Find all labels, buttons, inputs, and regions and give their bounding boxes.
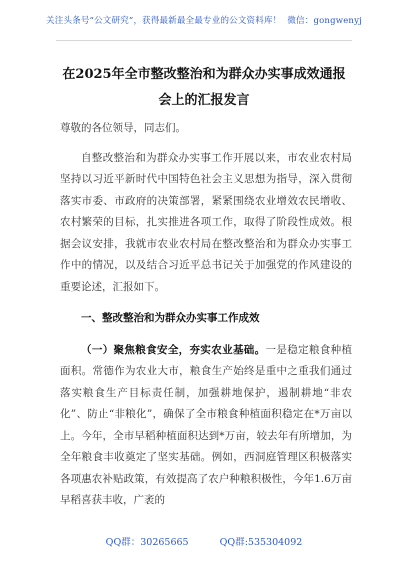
- banner-text: 关注头条号“公文研究”，获得最新最全最专业的公文资料库！: [46, 16, 282, 26]
- footer: [0, 534, 408, 548]
- intro-paragraph: 自整改整治和为群众办实事工作开展以来，市农业农村局坚持以习近平新时代中国特色社会主义思想为指导，深入贯彻落实市委、市政府的决策部署，紧紧围绕农业增效农民增收、农村繁荣的目标，扎实推进各项工作，取得了阶段性成效。根据会议安排，我就市农业农村局在整改整治和为群众办实事工作中的情况，以及结合习近平总书记关于加强党的作风建设的重要论述，汇报如下。: [60, 151, 352, 293]
- document-body: [60, 118, 352, 512]
- footer-qq-group-2: QQ群:535304092: [219, 537, 303, 548]
- document-title: 在2025年全市整改整治和为群众办实事成效通报会上的汇报发言: [62, 67, 346, 108]
- greeting: 尊敬的各位领导，同志们。: [60, 122, 186, 134]
- header-banner: [0, 14, 408, 26]
- header-divider: [56, 40, 352, 41]
- banner-wechat: 微信：gongwenyj: [287, 16, 362, 26]
- footer-qq-group-1: QQ群：30265665: [105, 537, 189, 548]
- subsection-heading-1: （一）聚焦粮食安全，夯实农业基础。: [81, 343, 266, 356]
- subsection-text-1: 一是稳定粮食种植面积。常德作为农业大市，粮食生产始终是重中之重我们通过落实粮食生产目标责任制，加强耕地保护，遏制耕地“非农化”、防止“非粮化”，确保了全市粮食种植面积稳定在*万亩以上。今年，全市早稻种植面积达到*万亩，较去年有所增加，为全年粮食丰收奠定了坚实基础。例如，西洞庭管理区积极落实各项惠农补贴政策，有效提高了农户种粮积极性，今年1.6万亩早稻喜获丰收，广袤的: [60, 343, 353, 506]
- section-heading-1: 一、整改整治和为群众办实事工作成效: [81, 312, 260, 324]
- subsection-paragraph-1: [60, 340, 352, 512]
